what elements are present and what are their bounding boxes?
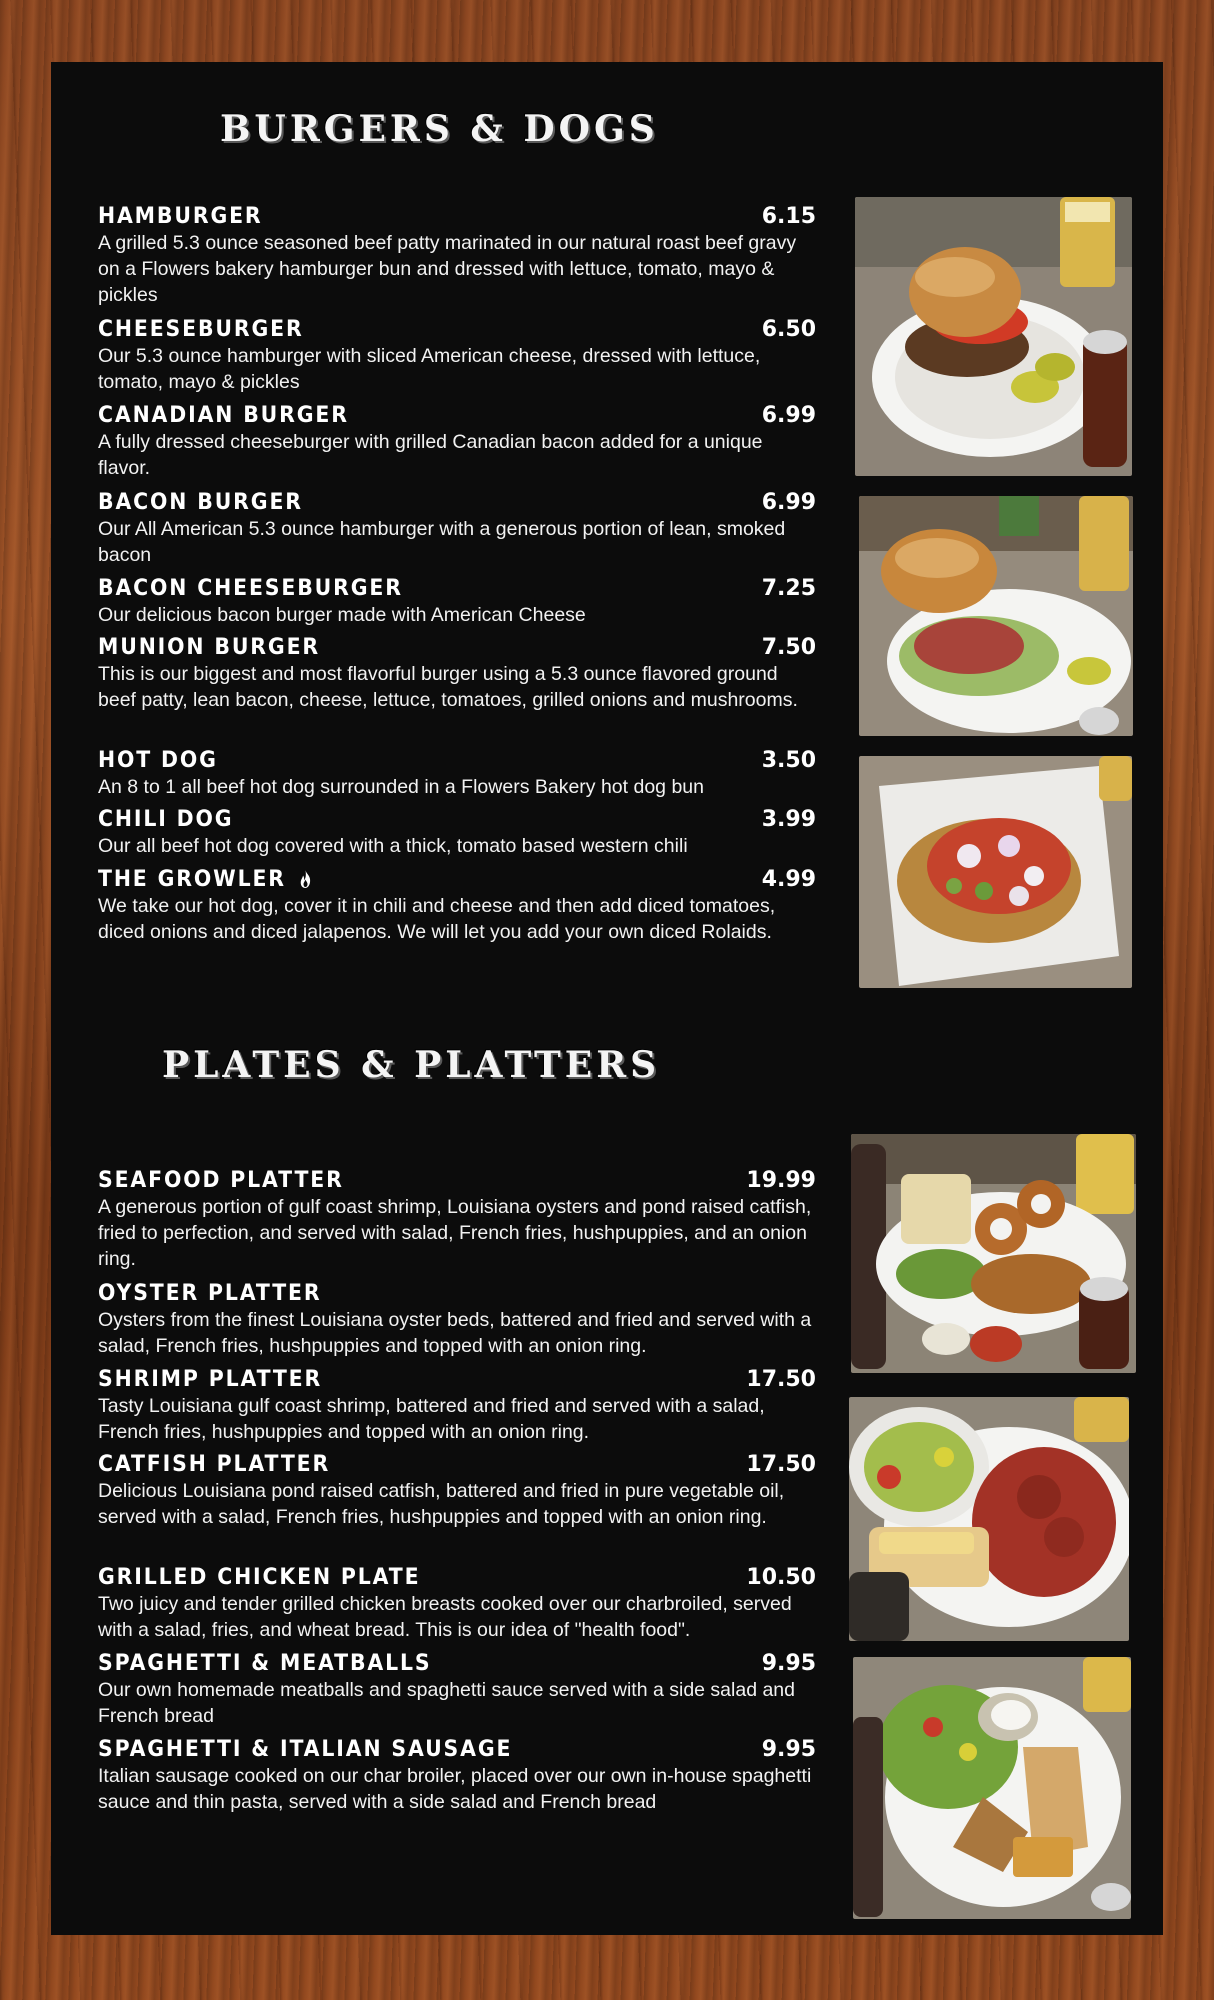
menu-item [98,1736,816,1815]
item-description: Our All American 5.3 ounce hamburger with a generous portion of lean, smoked bacon [98,518,786,566]
item-price: 4.99 [761,867,816,892]
menu-item [98,1650,816,1729]
item-name: SPAGHETTI & ITALIAN SAUSAGE [98,1737,513,1762]
item-name: HAMBURGER [98,204,263,229]
item-price: 9.95 [761,1737,816,1762]
item-name: CHILI DOG [98,807,234,832]
item-description: An 8 to 1 all beef hot dog surrounded in a Flowers Bakery hot dog bun [98,776,704,798]
menu-item [98,747,816,800]
item-name: THE GROWLER [98,867,286,892]
item-description: This is our biggest and most flavorful burger using a 5.3 ounce flavored ground beef patty, lean bacon, cheese, lettuce, tomatoes, grilled onions and mushrooms. [98,663,798,711]
item-price: 6.50 [761,317,816,342]
flame-icon [299,870,312,888]
cheeseburger-photo [855,197,1132,476]
item-description: Our all beef hot dog covered with a thick, tomato based western chili [98,835,688,857]
menu-item [98,866,816,945]
item-price: 6.99 [761,403,816,428]
menu-item [98,634,816,713]
item-name: HOT DOG [98,748,218,773]
item-name: BACON BURGER [98,490,303,515]
menu-item [98,1280,816,1359]
menu-item [98,806,816,859]
item-description: Two juicy and tender grilled chicken breasts cooked over our charbroiled, served with a salad, fries, and wheat bread. This is our idea of "health food". [98,1593,792,1641]
grilled-chicken-plate-photo [853,1657,1131,1919]
item-name: CATFISH PLATTER [98,1452,331,1477]
item-price: 3.50 [761,748,816,773]
item-name: SHRIMP PLATTER [98,1367,323,1392]
item-price: 3.99 [761,807,816,832]
seafood-platter-photo [851,1134,1136,1373]
section-title-plates-platters: PLATES & PLATTERS [162,1044,661,1086]
growler-hot-dog-photo [859,756,1132,988]
item-description: Our own homemade meatballs and spaghetti sauce served with a side salad and French bread [98,1679,795,1727]
menu-item [98,575,816,628]
menu-item [98,402,816,481]
section-title-burgers-dogs: BURGERS & DOGS [220,108,659,150]
item-name: MUNION BURGER [98,635,321,660]
item-price: 10.50 [746,1565,816,1590]
item-name: SEAFOOD PLATTER [98,1168,344,1193]
item-description: A grilled 5.3 ounce seasoned beef patty marinated in our natural roast beef gravy on a Flowers bakery hamburger bun and dressed with lettuce, tomato, mayo & pickles [98,232,797,306]
item-description: Tasty Louisiana gulf coast shrimp, battered and fried and served with a salad, French fries, hushpuppies and topped with an onion ring. [98,1395,765,1443]
menu-item [98,203,816,308]
item-description: We take our hot dog, cover it in chili and cheese and then add diced tomatoes, diced onions and diced jalapenos. We will let you add your own diced Rolaids. [98,895,776,943]
menu-item [98,1564,816,1643]
spaghetti-meatballs-photo [849,1397,1129,1641]
item-price: 17.50 [746,1452,816,1477]
item-description: Oysters from the finest Louisiana oyster beds, battered and fried and served with a salad, French fries, hushpuppies and topped with an onion ring. [98,1309,812,1357]
item-name: CANADIAN BURGER [98,403,349,428]
menu-item [98,1366,816,1445]
item-price: 19.99 [746,1168,816,1193]
item-name: CHEESEBURGER [98,317,304,342]
menu-item [98,1167,816,1272]
menu-item [98,489,816,568]
item-name: GRILLED CHICKEN PLATE [98,1565,421,1590]
item-description: A fully dressed cheeseburger with grilled Canadian bacon added for a unique flavor. [98,431,763,479]
item-name: BACON CHEESEBURGER [98,576,403,601]
item-price: 7.50 [761,635,816,660]
menu-item [98,316,816,395]
menu-item [98,1451,816,1530]
item-name: OYSTER PLATTER [98,1281,322,1306]
item-description: Italian sausage cooked on our char broiler, placed over our own in-house spaghetti sauce and thin pasta, served with a side salad and French bread [98,1765,812,1813]
item-price: 9.95 [761,1651,816,1676]
item-description: Delicious Louisiana pond raised catfish, battered and fried in pure vegetable oil, served with a salad, French fries, hushpuppies and topped with an onion ring. [98,1480,785,1528]
item-price: 6.99 [761,490,816,515]
item-name: SPAGHETTI & MEATBALLS [98,1651,432,1676]
bacon-burger-photo [859,496,1133,736]
item-price: 17.50 [746,1367,816,1392]
item-price: 7.25 [761,576,816,601]
item-description: Our 5.3 ounce hamburger with sliced American cheese, dressed with lettuce, tomato, mayo & pickles [98,345,761,393]
item-description: A generous portion of gulf coast shrimp, Louisiana oysters and pond raised catfish, fried to perfection, and served with salad, French fries, hushpuppies, and an onion ring. [98,1196,812,1270]
item-description: Our delicious bacon burger made with American Cheese [98,604,586,626]
item-name-wrap [98,866,312,894]
item-price: 6.15 [761,204,816,229]
